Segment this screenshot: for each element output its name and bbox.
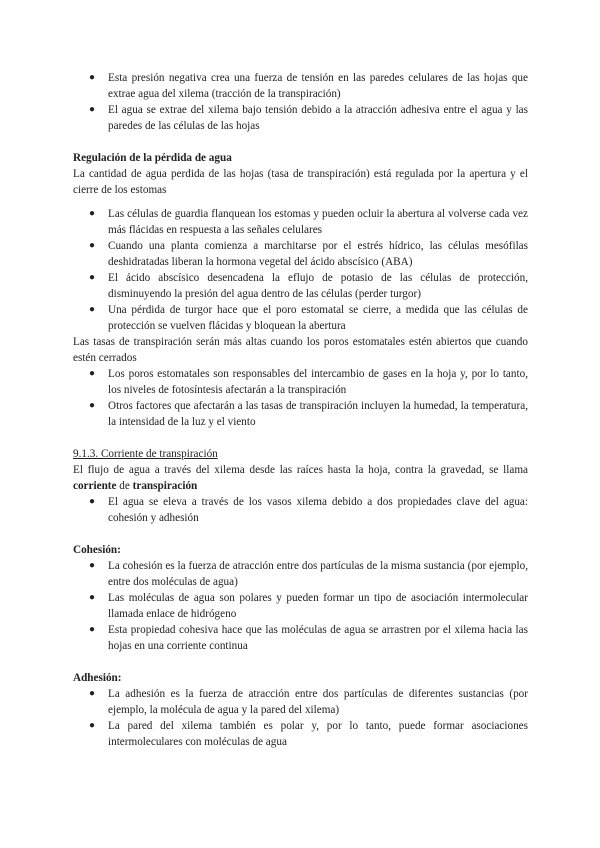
bullet-text: Las células de guardia flanquean los estomas y pueden ocluir la abertura al volverse cada vez más flácidas en respuesta a las señales celulares — [108, 208, 528, 236]
list-item — [73, 398, 528, 430]
bullet-icon: ● — [89, 624, 96, 635]
bullet-text: La pared del xilema también es polar y, por lo tanto, puede formar asociaciones intermoleculares con moléculas de agua — [108, 720, 528, 748]
bullet-icon: ● — [89, 496, 96, 507]
cohesion-section — [73, 542, 528, 654]
term-corriente: corriente — [73, 480, 117, 492]
list-item — [73, 270, 528, 302]
bullet-icon: ● — [89, 592, 96, 603]
list-item — [73, 494, 528, 526]
bullet-icon: ● — [89, 720, 96, 731]
bullet-text: El ácido abscísico desencadena la eflujo de potasio de las células de protección, disminuyendo la presión del agua dentro de las células (perder turgor) — [108, 272, 528, 300]
bullet-text: Cuando una planta comienza a marchitarse por el estrés hídrico, las células mesófilas deshidratadas liberan la hormona vegetal del ácido abscísico (ABA) — [108, 240, 528, 268]
bullet-icon: ● — [89, 688, 96, 699]
paragraph: La cantidad de agua perdida de las hojas (tasa de transpiración) está regulada por la apertura y el cierre de los estomas — [73, 168, 528, 196]
bullet-list — [73, 366, 528, 430]
bullet-icon: ● — [89, 272, 96, 283]
list-item — [73, 718, 528, 750]
bullet-icon: ● — [89, 560, 96, 571]
bullet-icon: ● — [89, 304, 96, 315]
list-item — [73, 70, 528, 102]
intro-text-mid: de — [116, 480, 133, 492]
list-item — [73, 238, 528, 270]
term-transpiracion: transpiración — [132, 480, 198, 492]
bullet-text: Otros factores que afectarán a las tasas de transpiración incluyen la humedad, la temperatura, la intensidad de la luz y el viento — [108, 400, 528, 428]
bullet-text: El agua se extrae del xilema bajo tensión debido a la atracción adhesiva entre el agua y las paredes de las células de las hojas — [108, 104, 528, 132]
bullet-text: Esta propiedad cohesiva hace que las moléculas de agua se arrastren por el xilema hacia las hojas en una corriente continua — [108, 624, 528, 652]
list-item — [73, 686, 528, 718]
bullet-text: Esta presión negativa crea una fuerza de tensión en las paredes celulares de las hojas que extrae agua del xilema (tracción de la transpiración) — [108, 72, 528, 100]
adhesion-section — [73, 670, 528, 750]
regulacion-bullets-block — [73, 206, 528, 430]
bullet-list — [73, 686, 528, 750]
list-item — [73, 590, 528, 622]
bullet-list — [73, 70, 528, 134]
bullet-list — [73, 206, 528, 334]
bullet-list — [73, 558, 528, 654]
bullet-icon: ● — [89, 104, 96, 115]
list-item — [73, 622, 528, 654]
bullet-icon: ● — [89, 208, 96, 219]
bullet-icon: ● — [89, 72, 96, 83]
bullet-text: Los poros estomatales son responsables del intercambio de gases en la hoja y, por lo tanto, los niveles de fotosíntesis afectarán a la transpiración — [108, 368, 528, 396]
bullet-text: La cohesión es la fuerza de atracción entre dos partículas de la misma sustancia (por ejemplo, entre dos moléculas de agua) — [108, 560, 528, 588]
paragraph — [73, 462, 528, 494]
regulacion-section — [73, 150, 528, 198]
bullet-icon: ● — [89, 240, 96, 251]
intro-text: El flujo de agua a través del xilema desde las raíces hasta la hoja, contra la gravedad, se llama — [73, 464, 528, 476]
section-heading[interactable]: 9.1.3. Corriente de transpiración — [73, 448, 218, 460]
section-heading: Regulación de la pérdida de agua — [73, 152, 232, 164]
section-heading: Adhesión: — [73, 672, 122, 684]
bullet-text: Las moléculas de agua son polares y pueden formar un tipo de asociación intermolecular llamada enlace de hidrógeno — [108, 592, 528, 620]
paragraph: Las tasas de transpiración serán más altas cuando los poros estomatales estén abiertos que cuando estén cerrados — [73, 336, 528, 364]
bullet-icon: ● — [89, 400, 96, 411]
list-item — [73, 366, 528, 398]
bullet-text: La adhesión es la fuerza de atracción entre dos partículas de diferentes sustancias (por ejemplo, la molécula de agua y la pared del xilema) — [108, 688, 528, 716]
bullet-text: El agua se eleva a través de los vasos xilema debido a dos propiedades clave del agua: cohesión y adhesión — [108, 496, 528, 524]
list-item — [73, 102, 528, 134]
bullet-icon: ● — [89, 368, 96, 379]
corriente-section — [73, 446, 528, 526]
bullet-list — [73, 494, 528, 526]
list-item — [73, 206, 528, 238]
list-item — [73, 302, 528, 334]
section-heading: Cohesión: — [73, 544, 121, 556]
bullet-text: Una pérdida de turgor hace que el poro estomatal se cierre, a medida que las células de protección se vuelven flácidas y bloquean la abertura — [108, 304, 528, 332]
top-bullets-block — [73, 70, 528, 134]
list-item — [73, 558, 528, 590]
